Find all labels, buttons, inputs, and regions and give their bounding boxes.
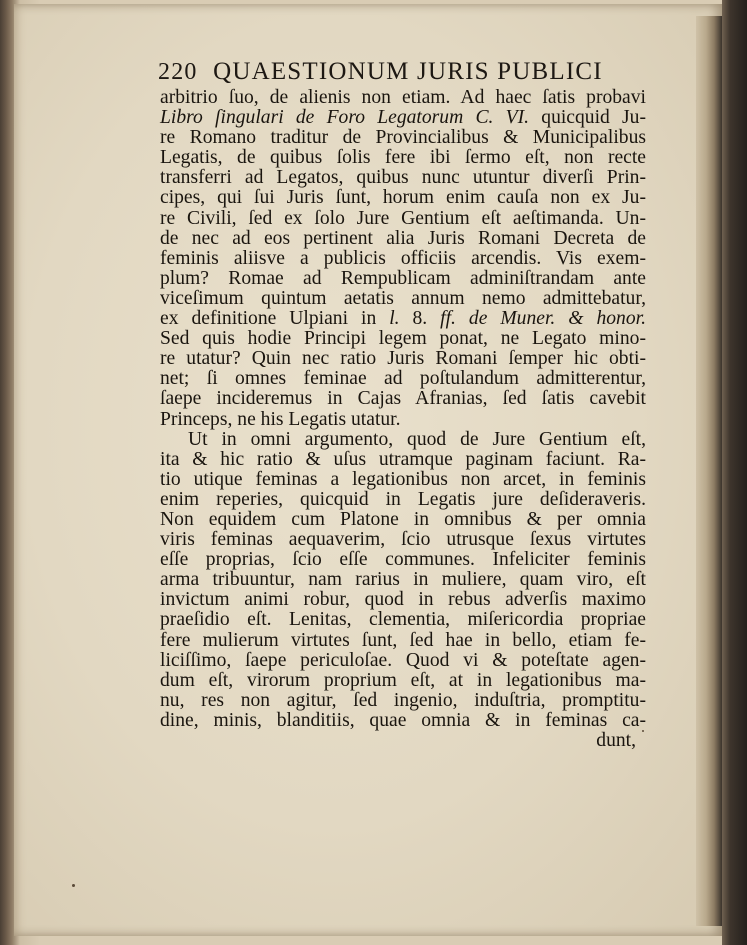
text-line — [160, 229, 646, 249]
text-line — [160, 430, 646, 450]
text-run: Non equidem cum Platone in omnibus & per omnia — [160, 508, 646, 530]
text-run: tio utique feminas a legationibus non arcet, in feminis — [160, 468, 646, 490]
text-run: quicquid Ju- — [529, 107, 646, 129]
text-line — [160, 249, 646, 269]
text-run: plum? Romae ad Rempublicam adminiſtrandam ante — [160, 267, 646, 289]
text-run: ita & hic ratio & uſus utramque paginam faciunt. Ra- — [160, 448, 646, 470]
text-run: ex definitione Ulpiani in — [160, 308, 390, 330]
text-line — [160, 691, 646, 711]
page-gutter-shadow — [696, 16, 722, 926]
text-run: viris feminas aequaverim, ſcio utrusque ſexus virtutes — [160, 529, 646, 551]
text-run: re utatur? Quin nec ratio Juris Romani ſemper hic obti- — [160, 348, 646, 370]
running-title: QUAESTIONUM JURIS PUBLICI — [213, 58, 603, 85]
text-line — [160, 590, 646, 610]
text-run: Princeps, ne his Legatis utatur. — [160, 408, 401, 430]
text-line — [160, 349, 646, 369]
text-run: re Civili, ſed ex ſolo Jure Gentium eſt aeſtimanda. Un- — [160, 207, 646, 229]
text-run: feminis aliisve a publicis officiis arcendis. Vis exem- — [160, 247, 646, 269]
text-line — [160, 108, 646, 128]
text-line — [160, 168, 646, 188]
text-run: Sed quis hodie Principi legem ponat, ne Legato mino- — [160, 328, 646, 350]
text-run: net; ſi omnes feminae ad poſtulandum admitterentur, — [160, 368, 646, 390]
text-line — [160, 510, 646, 530]
text-run: dine, minis, blanditiis, quae omnia & in feminas ca- — [160, 709, 646, 731]
text-line — [160, 128, 646, 148]
italic-text: ff. de Muner. & honor. — [440, 308, 646, 330]
text-line — [160, 671, 646, 691]
text-run: invictum animi robur, quod in rebus adverſis maximo — [160, 589, 646, 611]
text-line — [160, 631, 646, 651]
text-run: ſaepe incideremus in Cajas Afranias, ſed ſatis cavebit — [160, 388, 646, 410]
text-line — [160, 570, 646, 590]
text-run: nu, res non agitur, ſed ingenio, induſtria, promptitu- — [160, 689, 646, 711]
text-line — [160, 269, 646, 289]
text-run: viceſimum quintum aetatis annum nemo admittebatur, — [160, 287, 646, 309]
text-line — [160, 148, 646, 168]
text-line — [160, 309, 646, 329]
text-run: cipes, qui ſui Juris ſunt, horum enim cauſa non ex Ju- — [160, 187, 646, 209]
text-run: enim reperies, quicquid in Legatis jure deſideraveris. — [160, 488, 646, 510]
paper-speck — [72, 884, 75, 887]
text-line — [160, 289, 646, 309]
body-text — [160, 88, 646, 751]
text-line — [160, 610, 646, 630]
text-line — [160, 450, 646, 470]
text-line — [160, 389, 646, 409]
text-line — [160, 209, 646, 229]
text-line — [160, 410, 646, 430]
text-run: fere mulierum virtutes ſunt, ſed hae in bello, etiam fe- — [160, 629, 646, 651]
text-run: liciſſimo, ſaepe periculoſae. Quod vi & poteſtate agen- — [160, 649, 646, 671]
text-run: arbitrio ſuo, de alienis non etiam. Ad haec ſatis probavi — [160, 87, 646, 108]
text-line — [160, 550, 646, 570]
text-line — [160, 329, 646, 349]
text-line — [160, 530, 646, 550]
text-run: 8. — [399, 308, 441, 330]
text-run: eſſe proprias, ſcio eſſe communes. Infeliciter feminis — [160, 549, 646, 571]
page-number: 220 — [158, 59, 198, 85]
text-run: arma tribuuntur, nam rarius in muliere, quam viro, eſt — [160, 569, 646, 591]
text-run: re Romano traditur de Provincialibus & Municipalibus — [160, 127, 646, 149]
text-run: Ut in omni argumento, quod de Jure Gentium eſt, — [188, 428, 646, 450]
text-run: transferri ad Legatos, quibus nunc utuntur diverſi Prin- — [160, 167, 646, 189]
text-run: dum eſt, virorum proprium eſt, at in legationibus ma- — [160, 669, 646, 691]
text-line — [160, 470, 646, 490]
text-run: de nec ad eos pertinent alia Juris Romani Decreta de — [160, 227, 646, 249]
italic-text: Libro ſingulari de Foro Legatorum C. VI. — [160, 107, 530, 129]
text-line — [160, 88, 646, 108]
text-run: praeſidio eſt. Lenitas, clementia, miſericordia propriae — [160, 609, 646, 631]
book-edge — [722, 0, 747, 945]
text-line — [160, 490, 646, 510]
catchword: dunt, — [596, 730, 636, 751]
text-line — [160, 651, 646, 671]
running-head — [158, 58, 630, 90]
text-line — [160, 188, 646, 208]
text-line — [160, 711, 646, 731]
text-line — [160, 369, 646, 389]
text-run: Legatis, de quibus ſolis fere ibi ſermo eſt, non recte — [160, 147, 646, 169]
italic-text: l. — [389, 308, 400, 330]
